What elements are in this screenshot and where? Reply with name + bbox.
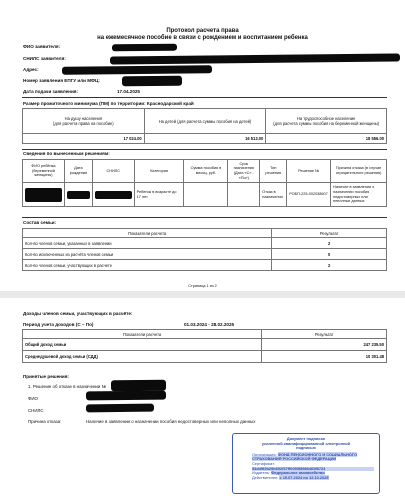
decisions-cell-period [228,183,260,207]
application-date-label: Дата подачи заявления: [23,89,78,94]
stamp-certificate: Сертификат: 54d49f2b29b692f37ff0093f8986465f8723 [252,462,374,471]
period-label: Период учета доходов (С – По) [23,322,94,327]
application-date-value: 17.04.2025 [117,89,140,94]
decisions-header-category: Категория [134,160,184,183]
divider [22,97,387,98]
decisions-header-snils: СНИЛС [92,160,134,183]
min-wage-header-children: На детей (для расчета суммы пособия на детей) [144,109,266,134]
decisions-header-birthdate: Дата рождения [64,160,92,183]
income-row-label: Среднедушевой доход семьи (СДД) [23,351,262,363]
decisions-cell-fio [23,183,65,207]
redacted-snils [110,53,400,64]
decisions-cell-birthdate [64,183,92,207]
address-label: Адрес: [23,67,39,72]
family-row-label: Кол-во исключенных из расчёта членов семьи [23,249,272,260]
redacted-address [62,65,212,75]
decisions-header-period: Срок назначения (Дата «С» - «По») [228,160,260,183]
min-wage-value-working: 18 556.00 [266,134,387,144]
stamp-title: усиленной квалифицированной электронной [261,440,351,446]
income-header-result: Результат [262,330,387,339]
decisions-table [22,159,387,207]
decisions-header-number: Решение № [287,160,331,183]
decisions-header-fio: ФИО ребёнка (беременной женщины) [23,160,65,183]
divider [22,149,387,150]
refusal-reason-label: Причина отказа: [28,419,62,424]
page-number: Страница 1 из 2 [188,284,217,288]
stamp-title: Документ подписан [286,436,326,441]
application-number-label: Номер заявления ЕПГУ или МФЦ: [23,78,100,83]
decisions-header-reason: Причина отказа (в случае отрицательного решения) [331,160,387,183]
min-wage-header-working: На трудоспособное население (для расчета суммы пособия на беременной женщины) [266,109,387,134]
fio-label: ФИО заявителя: [23,44,61,49]
divider [22,217,387,218]
stamp-validity: Действителен: с 19.07.2024 по 12.10.2025 [252,474,329,480]
income-row-value: 247 235.50 [262,339,387,351]
decisions-header-amount: Сумма пособия в месяц, руб. [184,160,228,183]
stamp-issuer: Издатель: Федеральное казначейство [252,470,325,476]
income-table [22,329,387,363]
decisions-header-type: Тип решения [260,160,287,183]
income-header-indicator: Показатели расчета [23,330,262,339]
income-row-value: 10 301.48 [262,351,387,363]
min-wage-heading: Размер прожиточного минимума (ПМ) по территории: Краснодарский край [23,101,194,106]
min-wage-value-per-capita: 17 024.00 [23,134,145,144]
decisions-cell-amount [184,183,228,207]
period-value: 01.03.2024 - 28.02.2025 [184,322,235,327]
electronic-signature-stamp [232,433,380,494]
refusal-reason-value: Наличие в заявлении о назначении пособия недостоверных или неполных данных [86,419,256,424]
family-row-value: 2 [272,238,387,249]
redacted-birthdate [67,191,90,199]
redacted-child-snils [95,191,132,199]
decisions-heading: Принятые решения: [23,374,69,379]
income-row-label: Общий доход семьи [23,339,262,351]
family-row-value: 2 [272,260,387,271]
min-wage-header-per-capita: На душу населения (для расчета права на пособие) [23,109,145,134]
snils-label: СНИЛС заявителя: [23,56,66,61]
decisions-heading: Сведения по вынесенным решениям: [23,151,110,156]
decisions-cell-reason: Наличие в заявлении о назначении пособия недостоверных или неполных данных [331,183,387,207]
stamp-organization: Организация: ФОНД ПЕНСИОННОГО И СОЦИАЛЬНОГО СТРАХОВАНИЯ РОССИЙСКОЙ ФЕДЕРАЦИИ [252,451,358,462]
document-subtitle: на ежемесячное пособие в связи с рождением и воспитанием ребенка [97,35,308,41]
decisions-cell-type: Отказ в назначении [260,183,287,207]
family-header-result: Результат [272,229,387,238]
income-heading: Доходы членов семьи, участвующих в расчёте: [23,311,133,316]
decisions-cell-number: РОБП-225-002038607 [287,183,331,207]
family-table [22,228,387,271]
redacted-child-fio [25,188,62,202]
stamp-title: подписью [296,445,316,451]
redacted-fio [112,44,177,52]
protocol-page-2 [0,298,405,500]
family-row-label: Кол-во членов семьи, участвующих в расчете [23,260,272,271]
family-row-value: 0 [272,249,387,260]
redacted-decision-number [111,380,166,392]
redacted-decision-fio [86,391,166,401]
min-wage-table [22,108,387,144]
redacted-decision-snils [86,404,154,413]
decision-snils-label: СНИЛС [28,408,44,413]
min-wage-value-children: 16 513.00 [144,134,266,144]
redacted-application-number [122,76,182,87]
family-header-indicator: Показатели расчета [23,229,272,238]
decision-item: 1. Решение об отказе в назначении № [28,384,107,389]
decisions-cell-category: Ребенок в возрасте до 17 лет [134,183,184,207]
family-row-label: Кол-во членов семьи, указанных в заявлении [23,238,272,249]
document-title: Протокол расчета права [166,28,239,34]
family-heading: Состав семьи: [23,220,57,225]
decision-fio-label: ФИО [28,396,38,401]
decisions-cell-snils [92,183,134,207]
